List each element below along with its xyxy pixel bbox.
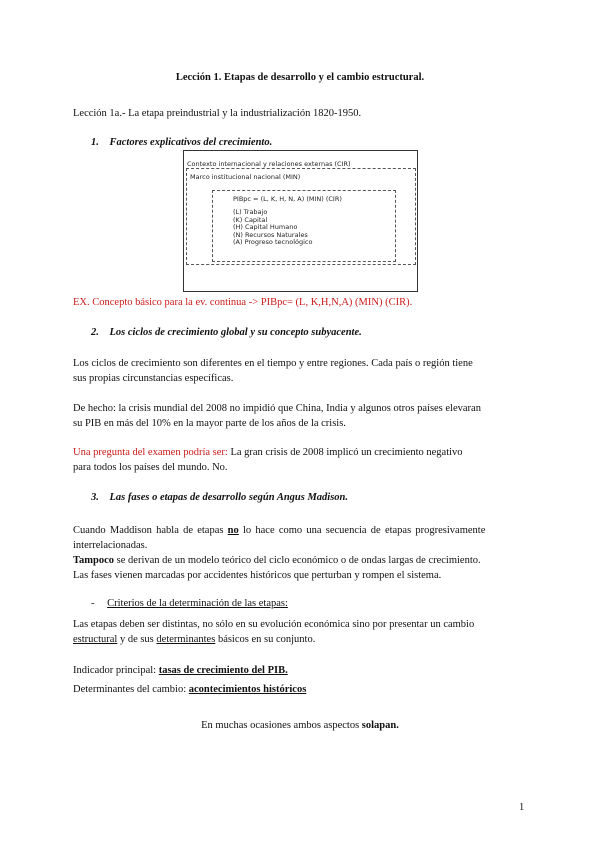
- emphasis-estructural: estructural: [73, 634, 118, 645]
- diagram-factor-list: [233, 209, 312, 247]
- text-run: y de sus: [117, 634, 157, 645]
- ex-note: EX. Concepto básico para la ev. continua -> PIBpc= (L, K,H,N,A) (MIN) (CIR).: [73, 297, 413, 308]
- section-2-heading: [91, 325, 362, 340]
- text-run: lo hace como una secuencia de etapas progresivamente: [238, 525, 486, 536]
- paragraph-maddison-stages: [73, 523, 528, 553]
- exam-question-text: La gran crisis de 2008 implicó un crecimiento negativo: [227, 447, 463, 458]
- bullet-marker: -: [91, 598, 95, 609]
- indicator-label: Indicador principal:: [73, 665, 159, 676]
- lesson-subtitle: Lección 1a.- La etapa preindustrial y la industrialización 1820-1950.: [73, 108, 362, 119]
- paragraph-line: De hecho: la crisis mundial del 2008 no impidió que China, India y algunos otros países elevaran: [73, 403, 481, 414]
- section-3-title: Las fases o etapas de desarrollo según Angus Madison.: [109, 492, 349, 503]
- section-2-title: Los ciclos de crecimiento global y su concepto subyacente.: [109, 327, 362, 338]
- indicator-value: tasas de crecimiento del PIB.: [158, 665, 288, 676]
- paragraph-line: interrelacionadas.: [73, 540, 148, 551]
- text-run: En muchas ocasiones ambos aspectos: [201, 720, 362, 731]
- diagram-outer-box: [186, 168, 416, 265]
- paragraph-crisis-2008: [73, 401, 528, 431]
- factor-item: (K) Capital: [233, 215, 268, 224]
- main-indicator: [73, 663, 288, 678]
- paragraph-cycles: [73, 356, 528, 386]
- emphasis-tampoco: Tampoco: [73, 555, 115, 566]
- text-run: Cuando Maddison habla de etapas: [73, 525, 228, 536]
- text-run: se derivan de un modelo teórico del ciclo económico o de ondas largas de crecimiento.: [114, 555, 481, 566]
- section-1-number: 1.: [91, 137, 99, 148]
- factor-item: (L) Trabajo: [233, 208, 268, 216]
- paragraph-line: sus propias circunstancias específicas.: [73, 373, 234, 384]
- criteria-bullet: [91, 596, 288, 611]
- diagram-formula: PIBpc = (L, K, H, N, A) (MIN) (CIR): [233, 195, 342, 203]
- exam-question: [73, 445, 528, 475]
- section-2-number: 2.: [91, 327, 99, 338]
- paragraph-tampoco: [73, 553, 533, 583]
- text-run: básicos en su conjunto.: [215, 634, 316, 645]
- paragraph-line: su PIB en más del 10% en la mayor parte de los años de la crisis.: [73, 418, 346, 429]
- factor-item: (H) Capital Humano: [233, 223, 298, 231]
- factor-item: (A) Progreso tecnológico: [233, 238, 313, 246]
- section-1-heading: [91, 135, 272, 150]
- paragraph-line: Las etapas deben ser distintas, no sólo en su evolución económica sino por presentar un cambio: [73, 619, 475, 630]
- exam-question-prefix: Una pregunta del examen podría ser:: [73, 447, 228, 458]
- change-determinants: [73, 682, 306, 697]
- overlap-note: [0, 718, 600, 733]
- growth-factors-diagram: [183, 150, 418, 292]
- paragraph-line: Los ciclos de crecimiento son diferentes en el tiempo y entre regiones. Cada país o región tiene: [73, 358, 473, 369]
- exam-question-answer: para todos los países del mundo. No.: [73, 462, 228, 473]
- section-1-title: Factores explicativos del crecimiento.: [109, 137, 273, 148]
- diagram-outer-label: Contexto internacional y relaciones externas (CIR): [187, 160, 351, 168]
- section-3-number: 3.: [91, 492, 99, 503]
- paragraph-criteria: [73, 617, 533, 647]
- page-title: Lección 1. Etapas de desarrollo y el cambio estructural.: [175, 72, 425, 83]
- section-3-heading: [91, 490, 348, 505]
- determinants-value: acontecimientos históricos: [188, 684, 307, 695]
- determinants-label: Determinantes del cambio:: [73, 684, 189, 695]
- emphasis-determinantes: determinantes: [156, 634, 216, 645]
- criteria-heading: Criterios de la determinación de las etapas:: [107, 598, 288, 609]
- emphasis-solapan: solapan.: [361, 720, 399, 731]
- paragraph-line: Las fases vienen marcadas por accidentes históricos que perturban y rompen el sistema.: [73, 570, 442, 581]
- emphasis-no: no: [227, 525, 239, 536]
- factor-item: (N) Recursos Naturales: [233, 230, 308, 239]
- diagram-inner-box: [212, 190, 396, 262]
- page-number: 1: [519, 802, 525, 813]
- diagram-middle-label: Marco institucional nacional (MIN): [190, 173, 301, 181]
